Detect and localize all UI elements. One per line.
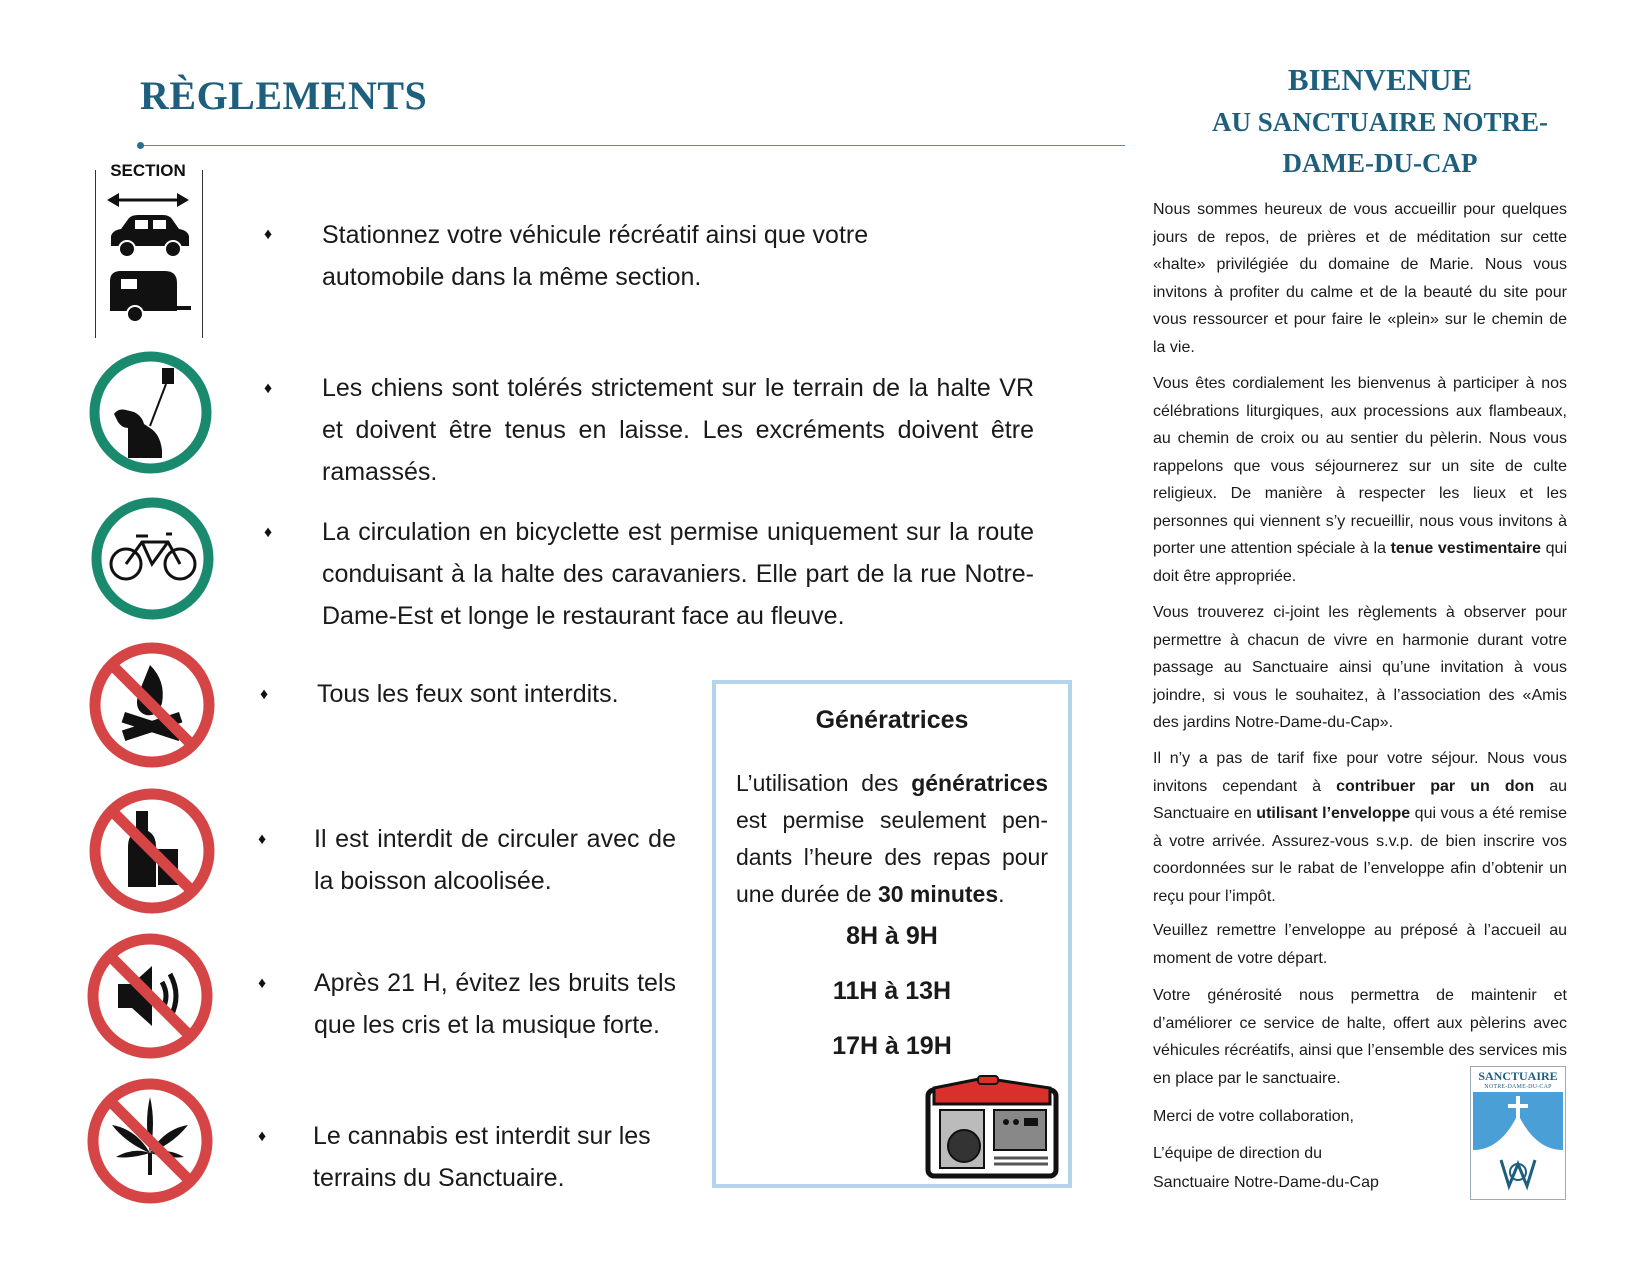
- bullet-icon: ♦: [264, 226, 273, 243]
- welcome-paragraph: Vous êtes cordialement les bienvenus à participer à nos célébrations liturgiques, aux processions aux flambeaux, au chemin de croix ou au sentier du pèlerin. Nous vous rappelons que vous séjournerez sur un site de culte religieux. De manière à respecter les lieux et les personnes qui viennent s’y recueillir, nous vous invitons à porter une attention spéciale à la tenue vestimentaire qui doit être appropriée.: [1153, 375, 1568, 585]
- bicycle-icon: [90, 496, 215, 621]
- welcome-paragraph: Votre générosité nous permettra de maintenir et d’améliorer ce service de halte, offert aux pèlerins avec véhicules récréatifs, ainsi que l’ensemble des services mis en place par le sanctuaire.: [1153, 987, 1567, 1087]
- double-arrow-icon: [107, 193, 189, 207]
- no-noise-icon: [86, 932, 214, 1060]
- welcome-paragraph: Il n’y a pas de tarif fixe pour votre séjour. Nous vous invitons cependant à contribuer par un don au Sanctuaire en utilisant l’enveloppe qui vous a été remise à votre arrivée. Assurez-vous s.v.p. de bien inscrire vos coordonnées sur le rabat de l’enveloppe afin d’obtenir un reçu pour l’impôt.: [1153, 750, 1568, 905]
- generator-time-slot: 17H à 19H: [832, 1032, 952, 1060]
- sanctuary-logo: [1470, 1066, 1566, 1200]
- trailer-icon: [110, 271, 191, 322]
- bullet-icon: ♦: [264, 524, 273, 541]
- generators-title: Génératrices: [815, 706, 969, 734]
- welcome-paragraph: Vous trouverez ci-joint les règlements à observer pour permettre à chacun de vivre en harmonie durant votre passage au Sanctuaire ainsi qu’une invitation à vous joindre, si vous le souhaitez, à l’association des «Amis des jardins Notre-Dame-du-Cap».: [1153, 604, 1567, 731]
- bullet-icon: ♦: [260, 686, 269, 703]
- signature-line: Sanctuaire Notre-Dame-du-Cap: [1153, 1174, 1379, 1191]
- sanctuary-emblem-icon: [1471, 1090, 1565, 1194]
- no-fire-icon: [88, 641, 216, 769]
- logo-subtitle: NOTRE-DAME-DU-CAP: [1484, 1084, 1552, 1090]
- rule-dogs: Les chiens sont tolérés strictement sur le terrain de la halte VR et doivent être tenus en laisse. Les excréments doivent être ramassés.: [322, 374, 1034, 486]
- signature-line: L’équipe de direction du: [1153, 1145, 1323, 1162]
- title-divider-dot: [137, 142, 144, 149]
- rule-bicycle: La circulation en bicyclette est permise uniquement sur la route conduisant à la halte des caravaniers. Elle part de la rue Notre-Dame-Est et longe le restaurant face au fleuve.: [322, 518, 1034, 630]
- thanks-text: Merci de votre collaboration,: [1153, 1108, 1354, 1125]
- rule-noise: Après 21 H, évitez les bruits tels que les cris et la musique forte.: [314, 969, 676, 1039]
- no-alcohol-icon: [88, 787, 216, 915]
- section-label: SECTION: [110, 161, 186, 180]
- bullet-icon: ♦: [264, 380, 273, 397]
- section-car-trailer-icon: [105, 186, 191, 331]
- generator-time-slot: 8H à 9H: [846, 922, 938, 950]
- welcome-title-line1: BIENVENUE: [1287, 62, 1473, 97]
- dog-leash-icon: [88, 350, 213, 475]
- bullet-icon: ♦: [258, 831, 267, 848]
- no-cannabis-icon: [86, 1077, 214, 1205]
- rule-fires: Tous les feux sont interdits.: [317, 680, 619, 708]
- bullet-icon: ♦: [258, 975, 267, 992]
- generator-time-slot: 11H à 13H: [832, 977, 952, 1005]
- rule-cannabis: Le cannabis est interdit sur les terrains du Sanctuaire.: [313, 1122, 651, 1192]
- rule-alcohol: Il est interdit de circuler avec de la boisson alcoolisée.: [314, 825, 676, 895]
- title-divider: [140, 145, 1125, 146]
- car-icon: [111, 215, 189, 257]
- welcome-title-line2: AU SANCTUAIRE NOTRE-: [1211, 107, 1549, 137]
- welcome-title-line3: DAME-DU-CAP: [1282, 148, 1478, 178]
- bullet-icon: ♦: [258, 1128, 267, 1145]
- generator-icon: [924, 1074, 1060, 1180]
- generators-text: L’utilisation des génératrices est permise seulement pendants l’heure des repas pour une durée de 30 minutes.: [736, 770, 1048, 907]
- logo-name: SANCTUAIRE: [1478, 1069, 1558, 1083]
- page-title: RÈGLEMENTS: [140, 73, 428, 118]
- rule-parking: Stationnez votre véhicule récréatif ainsi que votre automobile dans la même section.: [322, 221, 869, 291]
- welcome-paragraph: Nous sommes heureux de vous accueillir pour quelques jours de repos, de prières et de méditation sur cette «halte» privilégiée du domaine de Marie. Nous vous invitons à profiter du calme et de la beauté du site pour vous ressourcer et pour faire le «plein» sur le chemin de la vie.: [1153, 201, 1567, 356]
- welcome-paragraph: Veuillez remettre l’enveloppe au préposé à l’accueil au moment de votre départ.: [1153, 922, 1567, 967]
